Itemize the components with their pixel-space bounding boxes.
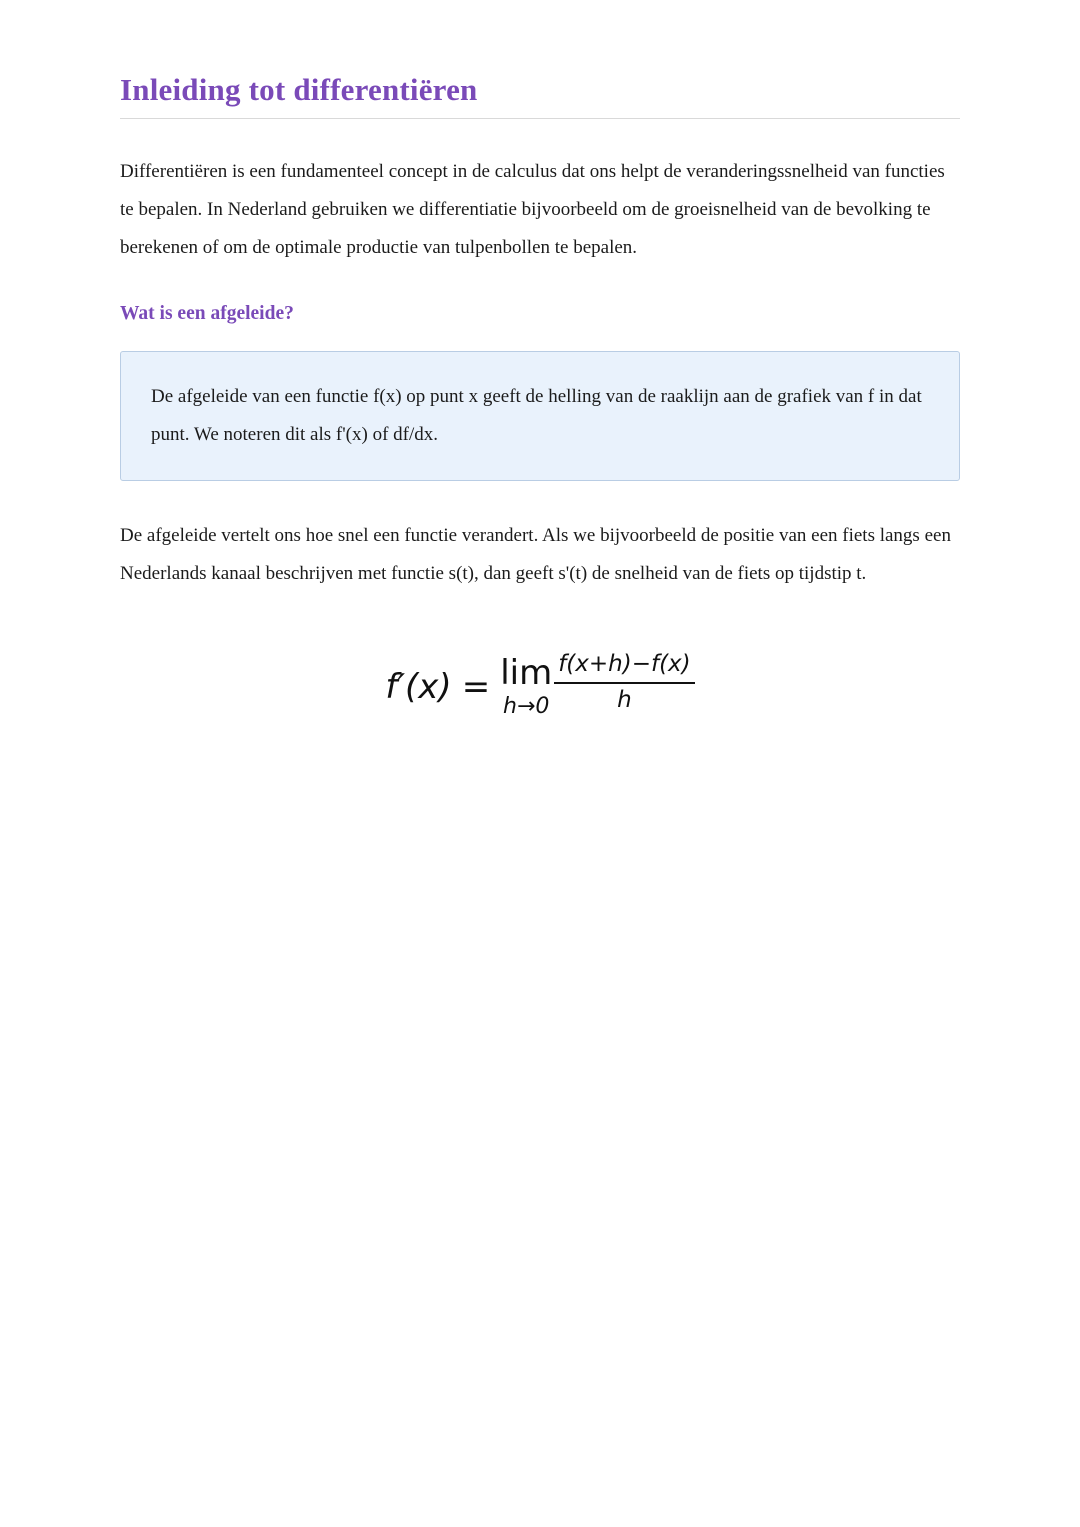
title-divider xyxy=(120,118,960,119)
formula-denominator: h xyxy=(617,686,632,713)
formula-lim: lim xyxy=(500,652,553,693)
formula-limit-block xyxy=(500,652,553,719)
formula-fraction xyxy=(554,651,694,714)
body-paragraph: De afgeleide vertelt ons hoe snel een functie verandert. Als we bijvoorbeeld de positie van een fiets langs een Nederlands kanaal beschrijven met functie s(t), dan geeft s'(t) de snelheid van de fiets op tijdstip t. xyxy=(120,525,951,584)
callout-text: De afgeleide van een functie f(x) op punt x geeft de helling van de raaklijn aan de grafiek van f in dat punt. We noteren dit als f'(x) of df/dx. xyxy=(151,386,922,445)
section-subheading: Wat is een afgeleide? xyxy=(120,303,294,324)
page-title: Inleiding tot differentiëren xyxy=(120,72,478,107)
formula-numerator: f(x+h)−f(x) xyxy=(558,651,691,677)
formula-lhs: f′(x) xyxy=(385,666,452,707)
intro-paragraph: Differentiëren is een fundamenteel concept in de calculus dat ons helpt de veranderingssnelheid van functies te bepalen. In Nederland gebruiken we differentiatie bijvoorbeeld om de groeisnelheid van de bevolking te berekenen of om de optimale productie van tulpenbollen te bepalen. xyxy=(120,161,945,258)
derivative-limit-formula xyxy=(385,651,694,719)
definition-callout xyxy=(120,351,960,481)
formula-equals: = xyxy=(461,666,491,707)
formula-lim-subscript: h→0 xyxy=(503,693,550,719)
formula-container xyxy=(120,651,960,719)
